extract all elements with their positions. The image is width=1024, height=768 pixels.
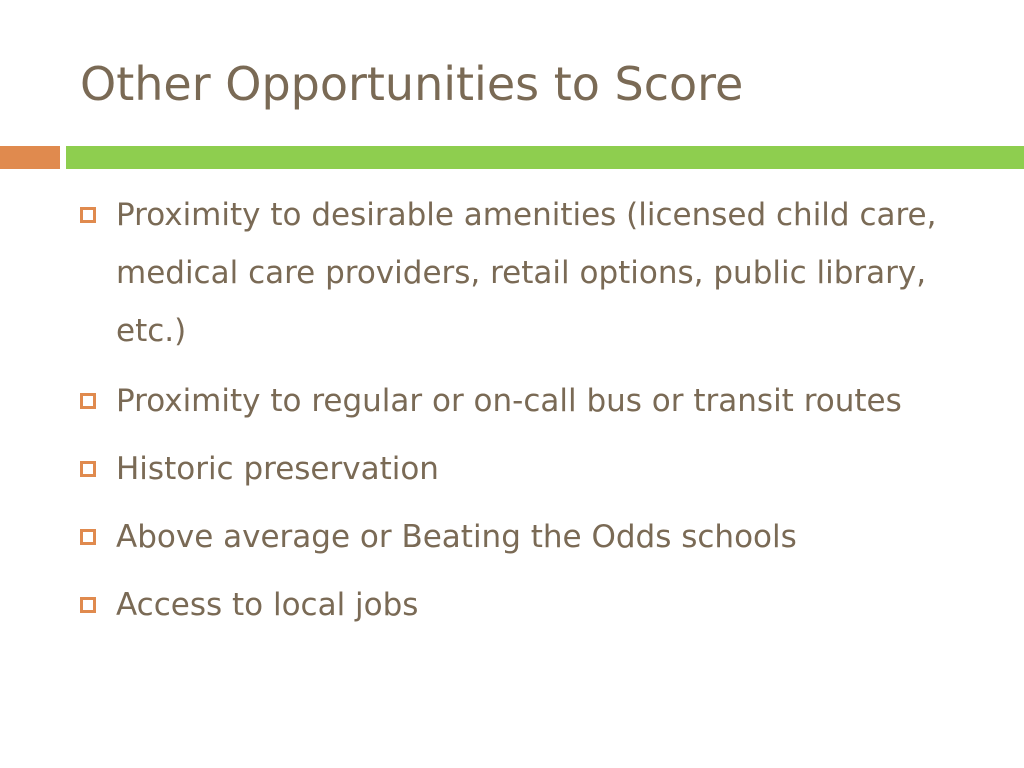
bullet-text: Proximity to regular or on-call bus or transit routes xyxy=(116,383,902,419)
hollow-square-bullet-icon xyxy=(80,207,96,223)
hollow-square-bullet-icon xyxy=(80,393,96,409)
accent-bar-green xyxy=(66,146,1024,169)
slide-title: Other Opportunities to Score xyxy=(80,57,744,111)
bullet-item-transit xyxy=(80,372,980,430)
bullet-item-historic xyxy=(80,440,980,498)
bullet-item-schools xyxy=(80,508,980,566)
bullet-text: Above average or Beating the Odds schools xyxy=(116,519,797,555)
accent-bar-orange xyxy=(0,146,60,169)
bullet-item-amenities xyxy=(80,186,980,360)
bullet-text: Access to local jobs xyxy=(116,587,419,623)
bullet-item-jobs xyxy=(80,576,980,634)
hollow-square-bullet-icon xyxy=(80,461,96,477)
bullet-text: Proximity to desirable amenities (licensed child care, medical care providers, retail options, public library, etc.) xyxy=(116,197,937,349)
bullet-text: Historic preservation xyxy=(116,451,439,487)
hollow-square-bullet-icon xyxy=(80,597,96,613)
hollow-square-bullet-icon xyxy=(80,529,96,545)
bullet-list xyxy=(80,186,980,644)
